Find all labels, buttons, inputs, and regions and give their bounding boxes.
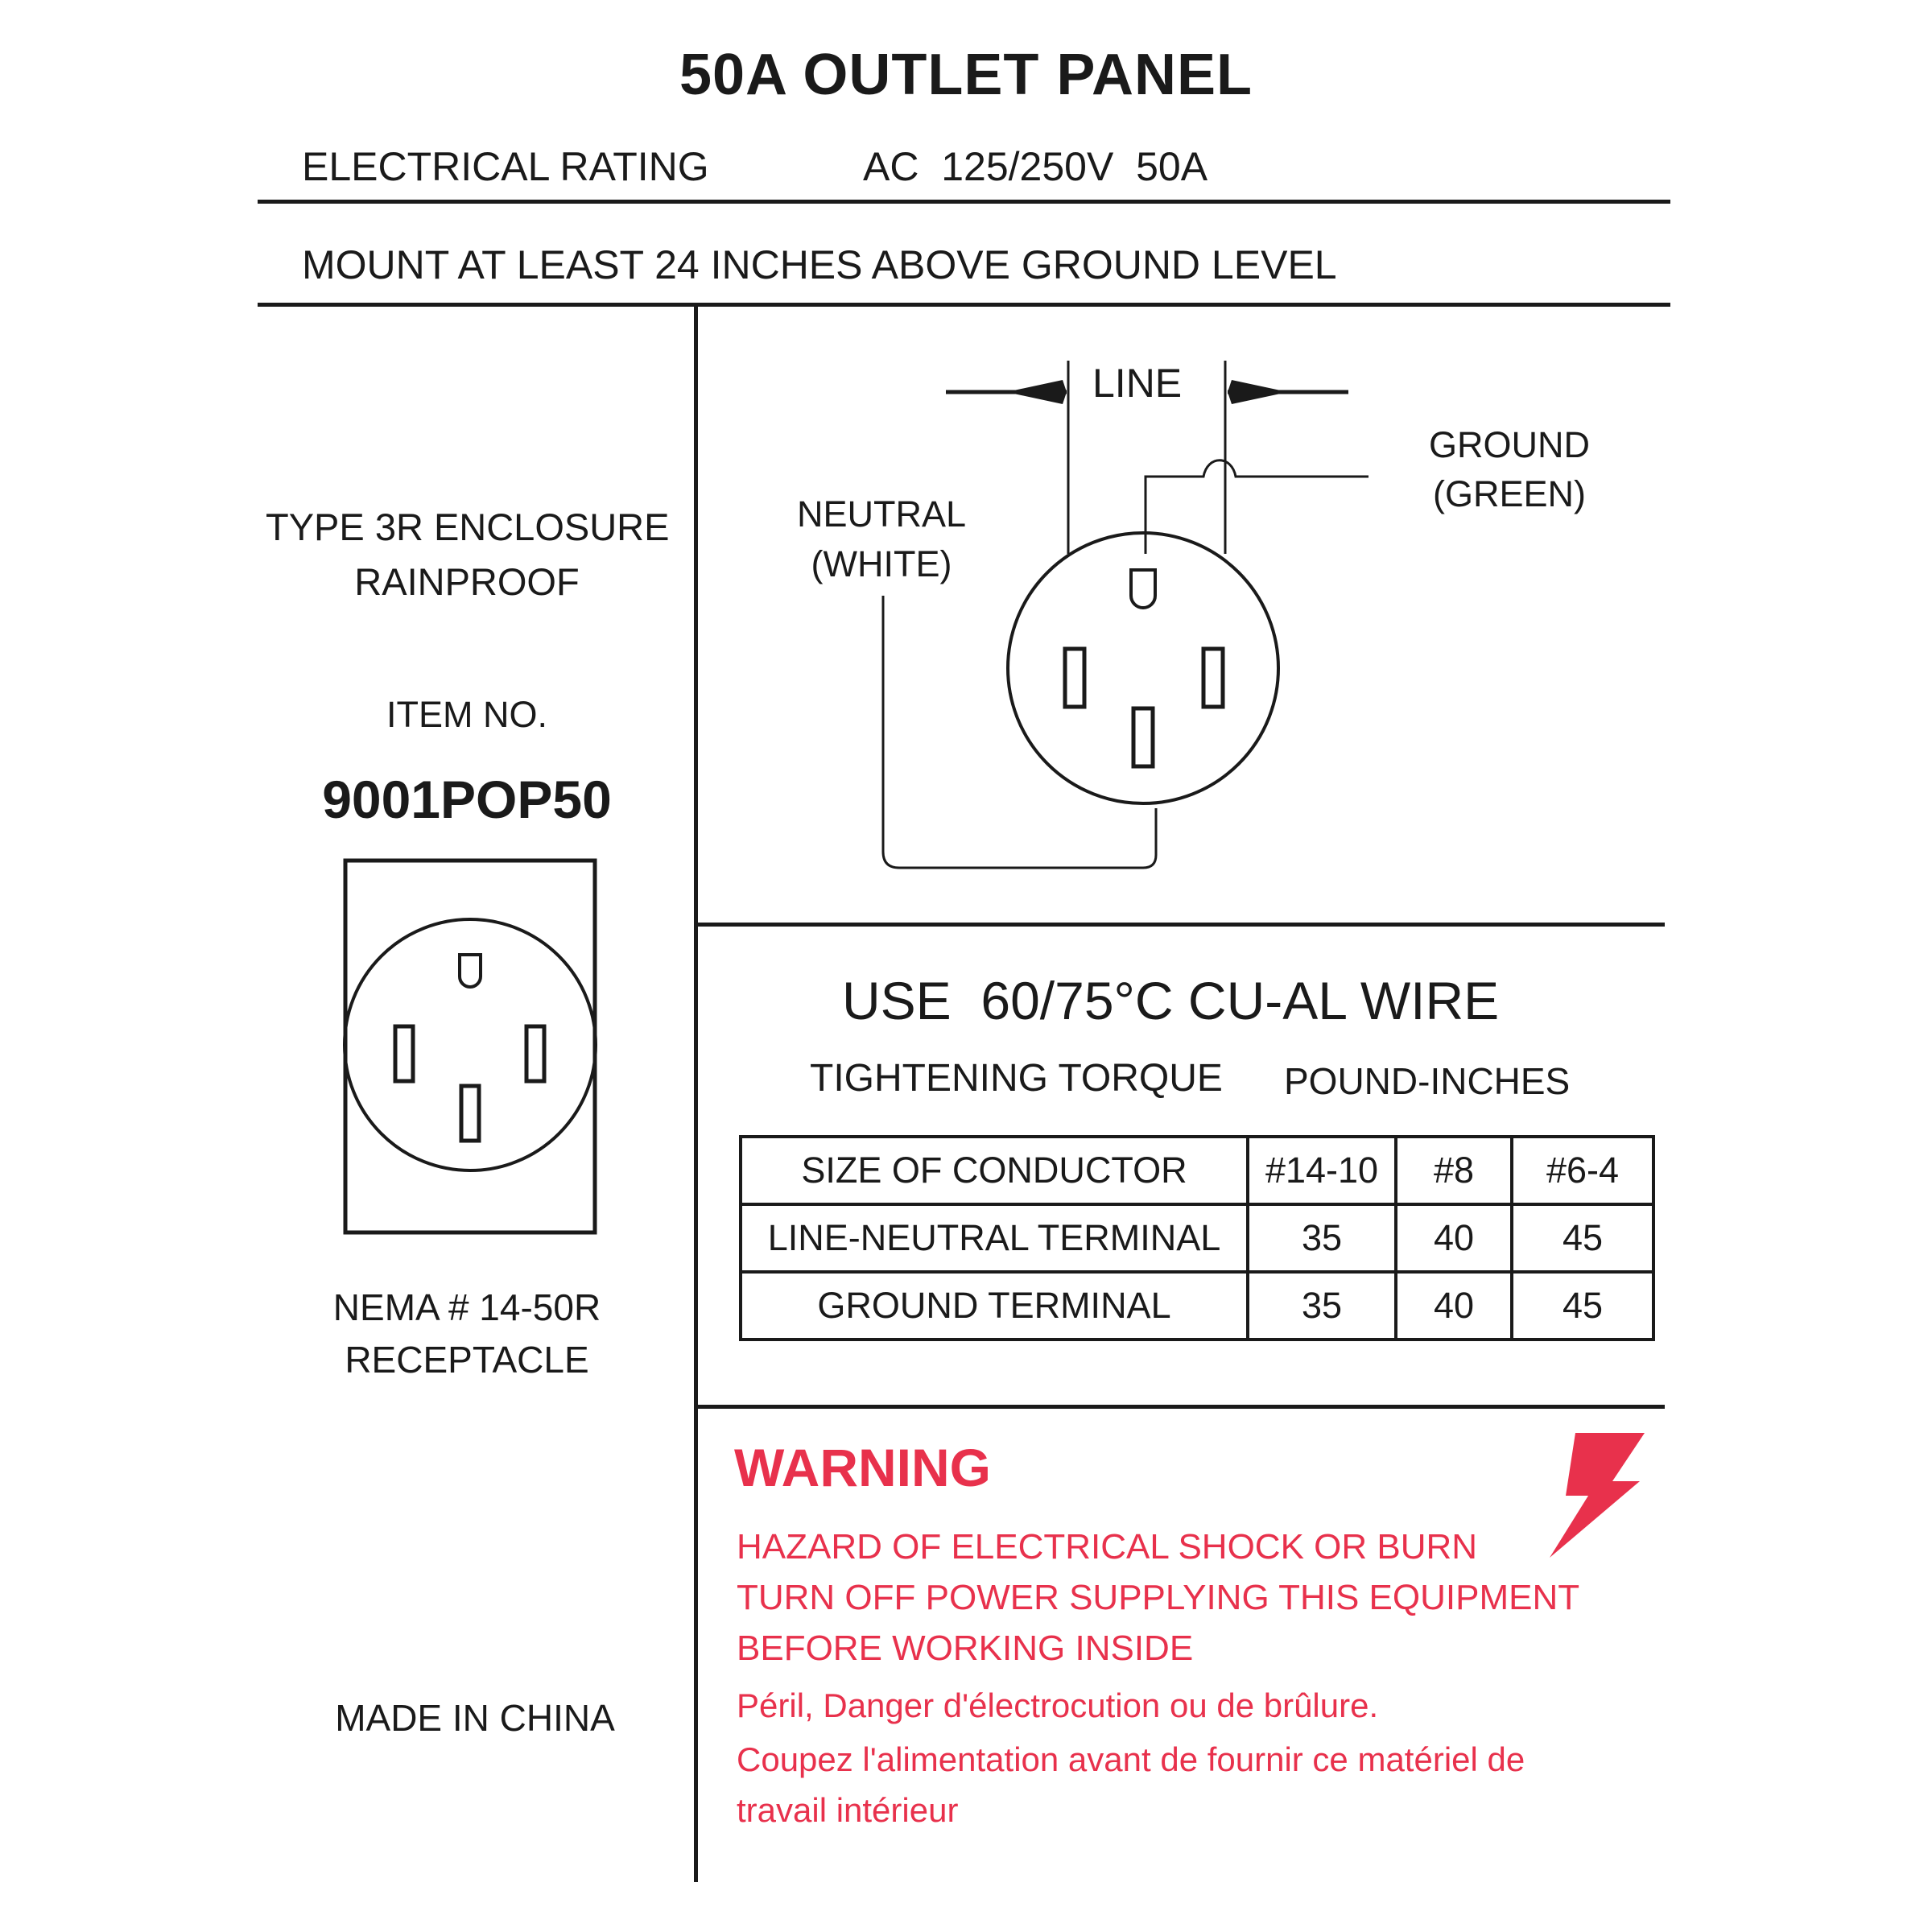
table-header-cell: #8 [1396, 1137, 1512, 1204]
table-cell: 45 [1512, 1204, 1653, 1272]
divider-table [697, 1405, 1665, 1409]
warning-line: HAZARD OF ELECTRICAL SHOCK OR BURN [737, 1527, 1478, 1567]
nema-type: NEMA # 14-50R [332, 1286, 601, 1328]
enclosure-type: TYPE 3R ENCLOSURE [266, 506, 670, 548]
rating-value: AC 125/250V 50A [863, 144, 1208, 189]
warning-line-fr: travail intérieur [737, 1791, 959, 1829]
table-header-cell: #6-4 [1512, 1137, 1653, 1204]
table-cell: 35 [1248, 1204, 1396, 1272]
divider-mount [258, 303, 1670, 307]
table-cell: 40 [1396, 1204, 1512, 1272]
ground-label: GROUND [1429, 424, 1590, 465]
warning-line: BEFORE WORKING INSIDE [737, 1629, 1194, 1668]
table-cell: LINE-NEUTRAL TERMINAL [741, 1204, 1248, 1272]
rating-label: ELECTRICAL RATING [302, 144, 709, 189]
table-cell: 35 [1248, 1272, 1396, 1340]
origin-label: MADE IN CHINA [335, 1697, 615, 1739]
warning-heading: WARNING [734, 1438, 991, 1497]
nema-receptacle: RECEPTACLE [345, 1339, 589, 1381]
lightning-bolt-icon [1550, 1433, 1654, 1562]
table-row [741, 1204, 1653, 1272]
wire-spec-heading: USE 60/75°C CU-AL WIRE [842, 971, 1500, 1030]
warning-line-fr: Coupez l'alimentation avant de fournir ce matériel de [737, 1740, 1525, 1778]
item-label: ITEM NO. [386, 694, 547, 735]
ground-color-label: (GREEN) [1433, 473, 1586, 514]
table-header-cell: #14-10 [1248, 1137, 1396, 1204]
enclosure-rating: RAINPROOF [354, 560, 580, 603]
divider-vertical [694, 304, 698, 1882]
table-cell: GROUND TERMINAL [741, 1272, 1248, 1340]
table-header-row [741, 1137, 1653, 1204]
table-row [741, 1272, 1653, 1340]
torque-table [739, 1135, 1655, 1341]
mount-note: MOUNT AT LEAST 24 INCHES ABOVE GROUND LEVEL [302, 242, 1337, 287]
page-title: 50A OUTLET PANEL [679, 43, 1253, 107]
neutral-label: NEUTRAL [796, 493, 967, 535]
item-number: 9001POP50 [322, 770, 612, 829]
table-header-cell: SIZE OF CONDUCTOR [741, 1137, 1248, 1204]
table-cell: 45 [1512, 1272, 1653, 1340]
warning-line-fr: Péril, Danger d'électrocution ou de brûlure. [737, 1686, 1379, 1724]
warning-line: TURN OFF POWER SUPPLYING THIS EQUIPMENT [737, 1578, 1580, 1617]
divider-rating [258, 200, 1670, 204]
table-cell: 40 [1396, 1272, 1512, 1340]
neutral-color-label: (WHITE) [811, 543, 952, 584]
wiring-diagram [805, 346, 1368, 877]
line-label: LINE [1092, 361, 1183, 406]
torque-label: TIGHTENING TORQUE [810, 1057, 1223, 1100]
divider-diagram [697, 923, 1665, 927]
receptacle-face-icon [342, 857, 601, 1236]
torque-unit: POUND-INCHES [1284, 1060, 1571, 1102]
